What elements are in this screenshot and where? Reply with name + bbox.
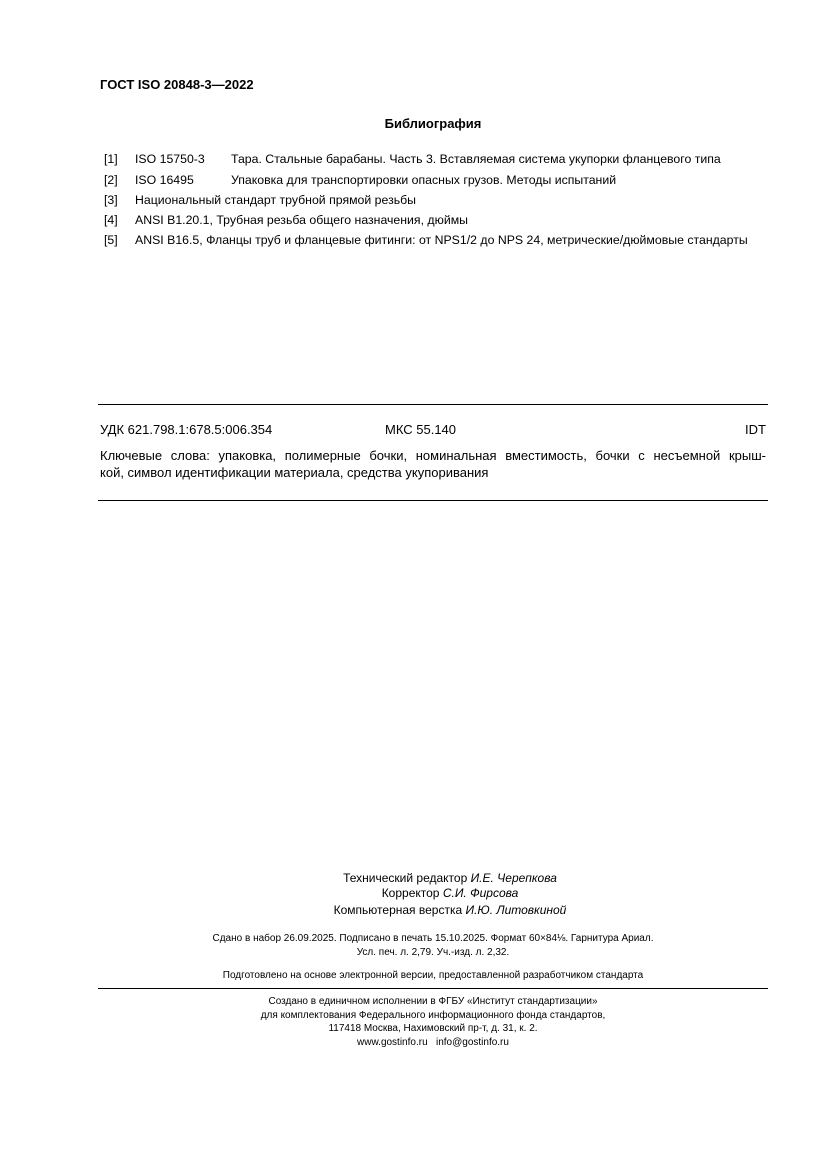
publisher-contacts — [100, 1037, 766, 1048]
publisher-address: 117418 Москва, Нахимовский пр-т, д. 31, к. 2. — [328, 1023, 538, 1034]
mks-code: МКС 55.140 — [385, 422, 457, 437]
credit-label: Технический редактор — [343, 871, 468, 885]
bibliography-title: Библиография — [384, 116, 482, 131]
divider — [98, 500, 768, 501]
bibliography-item-text: Тара. Стальные барабаны. Часть 3. Вставляемая система укупорки фланцевого типа — [231, 152, 721, 166]
bibliography-item — [104, 233, 748, 247]
credit-name: С.И. Фирсова — [442, 886, 519, 900]
bibliography-item-number: [2] — [104, 173, 118, 187]
tech-editor-credit — [200, 871, 700, 885]
imprint-line: Сдано в набор 26.09.2025. Подписано в печать 15.10.2025. Формат 60×84⅛. Гарнитура Ариал. — [212, 933, 654, 944]
bibliography-item — [104, 213, 468, 227]
keywords-line: кой, символ идентификации материала, средства укупоривания — [100, 465, 489, 480]
imprint-line: Усл. печ. л. 2,79. Уч.-изд. л. 2,32. — [356, 947, 510, 958]
udk-code: УДК 621.798.1:678.5:006.354 — [100, 422, 273, 437]
bibliography-item-code: ISO 16495 — [135, 173, 194, 187]
bibliography-item — [104, 193, 416, 207]
prepared-note: Подготовлено на основе электронной версии, предоставленной разработчиком стандарта — [222, 970, 644, 981]
bibliography-item — [104, 173, 616, 187]
keywords-line: Ключевые слова: упаковка, полимерные бочки, номинальная вместимость, бочки с несъемной крыш- — [100, 448, 766, 463]
credit-label: Корректор — [381, 886, 440, 900]
bibliography-item-number: [5] — [104, 233, 118, 247]
credit-label: Компьютерная верстка — [333, 903, 463, 917]
bibliography-item-number: [3] — [104, 193, 118, 207]
divider — [98, 404, 768, 405]
bibliography-item-text: ANSI B1.20.1, Трубная резьба общего назначения, дюймы — [135, 213, 468, 227]
bibliography-item-text: Упаковка для транспортировки опасных грузов. Методы испытаний — [231, 173, 617, 187]
bibliography-item-number: [4] — [104, 213, 118, 227]
website-link[interactable]: www.gostinfo.ru — [357, 1037, 428, 1048]
bibliography-item-text: Национальный стандарт трубной прямой резьбы — [135, 193, 417, 207]
corrector-credit — [200, 886, 700, 900]
credit-name: И.Ю. Литовкиной — [465, 903, 567, 917]
email-link[interactable]: info@gostinfo.ru — [435, 1037, 509, 1048]
divider — [98, 988, 768, 989]
bibliography-item-text: ANSI B16.5, Фланцы труб и фланцевые фитинги: от NPS1/2 до NPS 24, метрические/дюймовые стандарты — [135, 233, 748, 247]
publisher-line: Создано в единичном исполнении в ФГБУ «Институт стандартизации» — [268, 996, 598, 1007]
bibliography-item — [104, 152, 721, 166]
bibliography-item-number: [1] — [104, 152, 118, 166]
document-id: ГОСТ ISO 20848-3—2022 — [100, 77, 254, 92]
keywords — [100, 447, 766, 481]
layout-credit — [200, 903, 700, 917]
credit-name: И.Е. Черепкова — [470, 871, 557, 885]
bibliography-item-code: ISO 15750-3 — [135, 152, 205, 166]
publisher-line: для комплектования Федерального информационного фонда стандартов, — [260, 1010, 606, 1021]
idt-label: IDT — [745, 422, 766, 437]
